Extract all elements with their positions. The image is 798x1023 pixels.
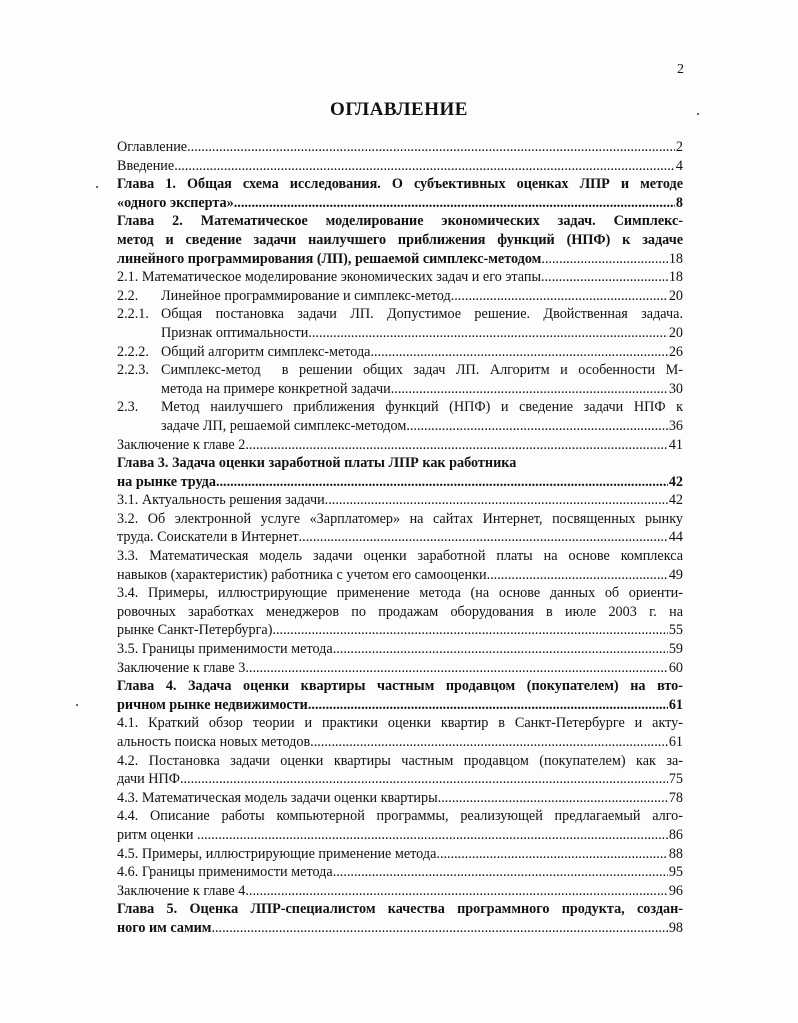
toc-entry-line: 4.4. Описание работы компьютерной программы, реализующей предлагаемый алго- xyxy=(117,808,683,825)
toc-chapter-line: Глава 4. Задача оценки квартиры частным продавцом (покупателем) на вто- xyxy=(117,678,683,695)
toc-entry: рынке Санкт-Петербурга) ..... 55 xyxy=(117,621,683,640)
toc-entry: ного им самим ..... 98 xyxy=(117,919,683,938)
toc-entry: «одного эксперта» ..... 8 xyxy=(117,194,683,213)
toc-entry: ритм оценки ..... 86 xyxy=(117,826,683,845)
toc-entry: 2.1. Математическое моделирование экономических задач и его этапы ..... 18 xyxy=(117,268,683,287)
toc-entry: 2.2.2. Общий алгоритм симплекс-метода ..... 26 xyxy=(117,343,683,362)
toc-entry: задаче ЛП, решаемой симплекс-методом ..... 36 xyxy=(117,417,683,436)
toc-entry: 2.2.3. Симплекс-метод в решении общих задач ЛП. Алгоритм и особенности М- xyxy=(117,362,683,379)
toc-entry: навыков (характеристик) работника с учетом его самооценки ..... 49 xyxy=(117,566,683,585)
toc-chapter-line: Глава 2. Математическое моделирование экономических задач. Симплекс- xyxy=(117,213,683,230)
toc-entry: 2.3. Метод наилучшего приближения функций (НПФ) и сведение задачи НПФ к xyxy=(117,399,683,416)
toc-entry: 3.5. Границы применимости метода ..... 59 xyxy=(117,640,683,659)
toc-entry-line: ровочных заработках менеджеров по продажам оборудования в июле 2003 г. на xyxy=(117,603,683,620)
scan-speck xyxy=(76,704,78,706)
toc-chapter-line: Глава 1. Общая схема исследования. О субъективных оценках ЛПР и методе xyxy=(117,176,683,193)
toc-entry: Оглавление ..... 2 xyxy=(117,138,683,157)
toc-entry-line: 3.2. Об электронной услуге «Зарплатомер» на сайтах Интернет, посвященных рынку xyxy=(117,510,683,527)
toc-entry: Заключение к главе 4 ..... 96 xyxy=(117,882,683,901)
scan-speck xyxy=(96,186,98,188)
toc-entry: дачи НПФ ..... 75 xyxy=(117,770,683,789)
toc-entry-line: 3.4. Примеры, иллюстрирующие применение метода (на основе данных об ориенти- xyxy=(117,585,683,602)
table-of-contents xyxy=(117,138,683,938)
page-title: ОГЛАВЛЕНИЕ xyxy=(330,99,468,120)
toc-entry: Введение ..... 4 xyxy=(117,157,683,176)
toc-entry: 4.3. Математическая модель задачи оценки квартиры ..... 78 xyxy=(117,789,683,808)
toc-entry: труда. Соискатели в Интернет ..... 44 xyxy=(117,528,683,547)
toc-entry: ричном рынке недвижимости ..... 61 xyxy=(117,696,683,715)
toc-entry: Заключение к главе 3 ..... 60 xyxy=(117,659,683,678)
toc-entry-line: 4.1. Краткий обзор теории и практики оценки квартир в Санкт-Петербурге и акту- xyxy=(117,715,683,732)
toc-entry-line: 3.3. Математическая модель задачи оценки заработной платы на основе комплекса xyxy=(117,548,683,565)
toc-entry: на рынке труда ..... 42 xyxy=(117,473,683,492)
toc-entry: Признак оптимальности ..... 20 xyxy=(117,324,683,343)
toc-entry: 2.2.1. Общая постановка задачи ЛП. Допустимое решение. Двойственная задача. xyxy=(117,306,683,323)
toc-entry: 4.6. Границы применимости метода ..... 95 xyxy=(117,863,683,882)
toc-entry: Заключение к главе 2 ..... 41 xyxy=(117,436,683,455)
toc-entry: 2.2. Линейное программирование и симплекс-метод ..... 20 xyxy=(117,287,683,306)
toc-chapter-line: Глава 3. Задача оценки заработной платы ЛПР как работника xyxy=(117,455,517,472)
toc-chapter-line: Глава 5. Оценка ЛПР-специалистом качества программного продукта, создан- xyxy=(117,901,683,918)
toc-entry: альность поиска новых методов ..... 61 xyxy=(117,733,683,752)
toc-entry: 4.5. Примеры, иллюстрирующие применение метода ..... 88 xyxy=(117,845,683,864)
page-number: 2 xyxy=(677,62,684,77)
scan-speck xyxy=(697,113,699,115)
toc-chapter-line: метод и сведение задачи наилучшего приближения функций (НПФ) к задаче xyxy=(117,231,683,248)
toc-entry-line: 4.2. Постановка задачи оценки квартиры частным продавцом (покупателем) как за- xyxy=(117,752,683,769)
toc-entry: 3.1. Актуальность решения задачи ..... 42 xyxy=(117,491,683,510)
toc-entry: метода на примере конкретной задачи ..... 30 xyxy=(117,380,683,399)
toc-entry: линейного программирования (ЛП), решаемой симплекс-методом ..... 18 xyxy=(117,250,683,269)
